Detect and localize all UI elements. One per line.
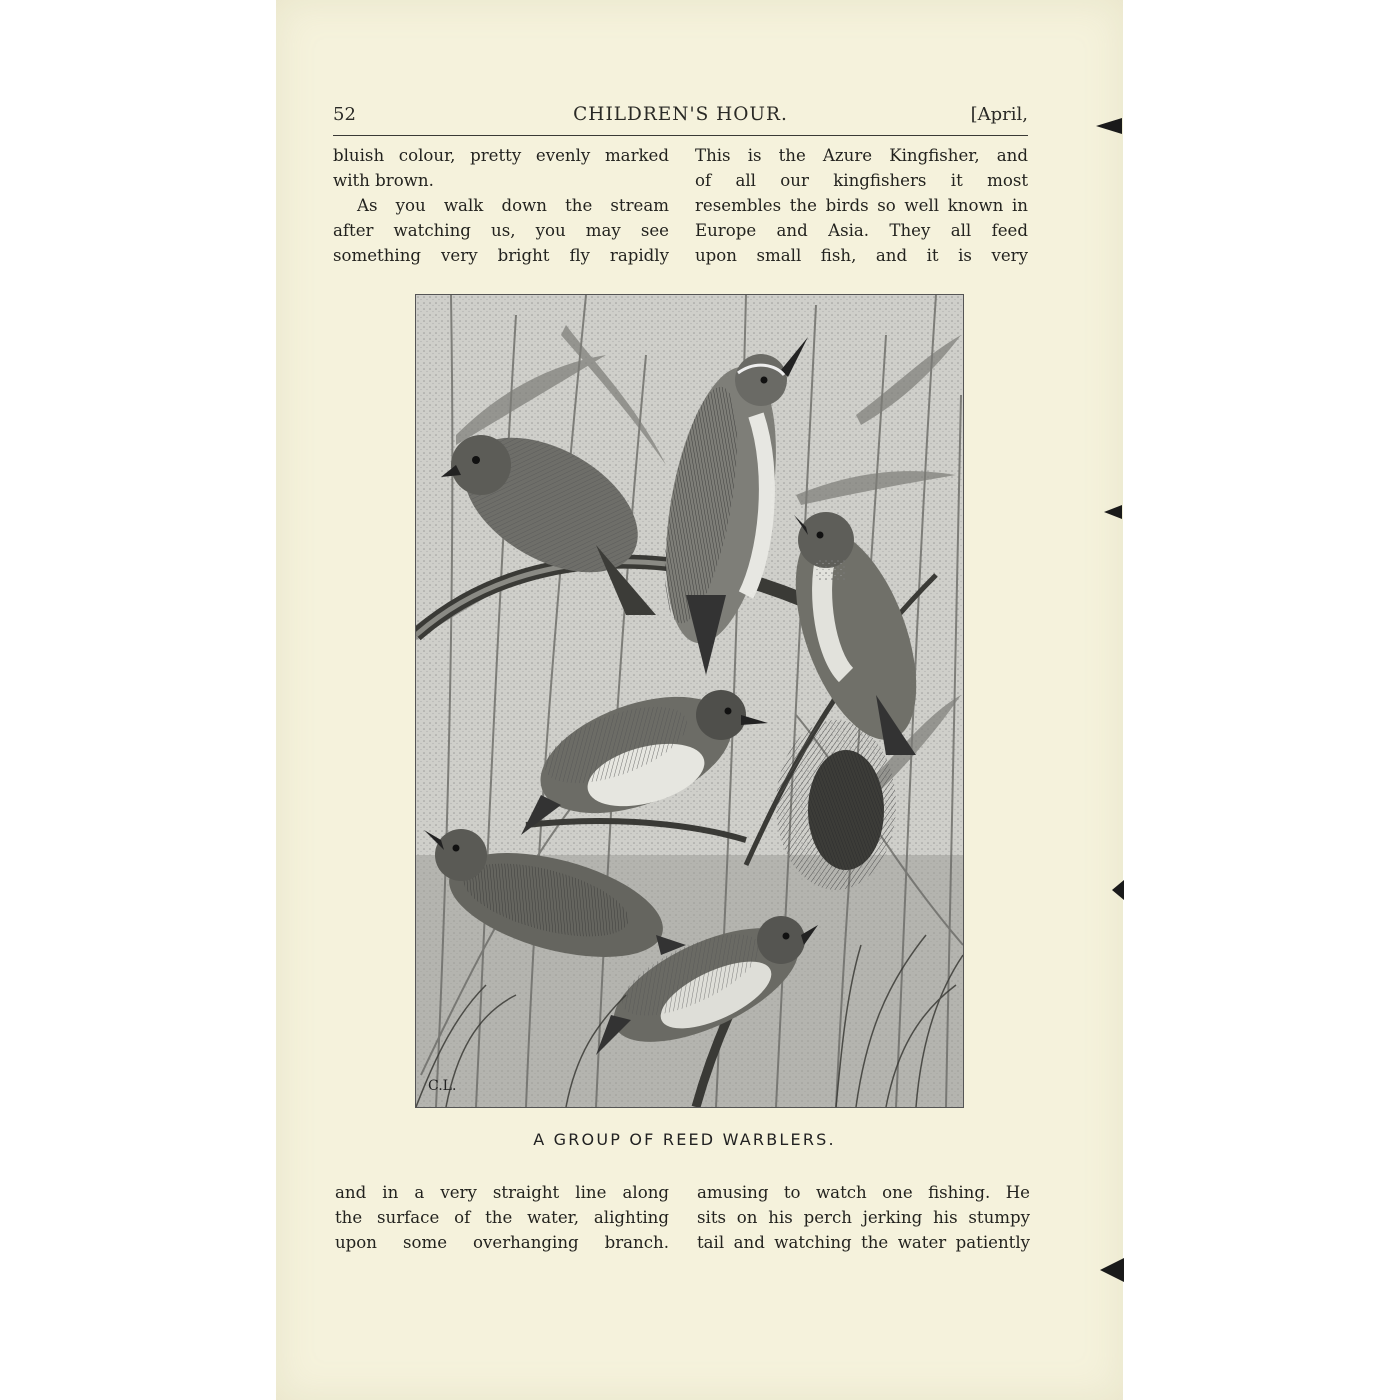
text-line: sits on his perch jerking his stumpy [697,1208,1030,1227]
text-line: of all our kingfishers it most [695,171,1028,190]
page-edge-tear [1096,118,1122,134]
column-bottom-left [335,1180,669,1255]
text-line: with brown. [333,171,434,190]
reed-warblers-engraving [415,294,964,1108]
text-line: after watching us, you may see [333,221,669,240]
text-line: resembles the birds so well known in [695,196,1028,215]
engraver-signature: C.L. [428,1078,457,1094]
page-edge-tear [1100,1258,1124,1282]
text-line: and in a very straight line along [335,1183,669,1202]
text-line: As you walk down the stream [357,196,669,215]
page-number: 52 [333,104,356,125]
nest [776,720,896,890]
text-line: This is the Azure Kingfisher, and [695,146,1028,165]
text-line: upon small fish, and it is very [695,246,1028,265]
header-month: [April, [970,104,1028,125]
page-edge-tear [1112,880,1124,900]
text-line: upon some overhanging branch. [335,1233,669,1252]
page-edge-tear [1104,505,1122,519]
text-line: something very bright fly rapidly [333,246,669,265]
figure-caption: A GROUP OF REED WARBLERS. [533,1130,836,1149]
running-header [333,104,1028,132]
column-top-right [695,143,1028,268]
text-line: bluish colour, pretty evenly marked [333,146,669,165]
column-bottom-right [697,1180,1030,1255]
text-line: amusing to watch one fishing. He [697,1183,1030,1202]
engraving-illustration [416,295,963,1107]
column-top-left [333,143,669,268]
running-title: CHILDREN'S HOUR. [573,104,788,125]
text-line: the surface of the water, alighting [335,1208,669,1227]
header-rule [333,135,1028,136]
text-line: tail and watching the water patiently [697,1233,1030,1252]
text-line: Europe and Asia. They all feed [695,221,1028,240]
